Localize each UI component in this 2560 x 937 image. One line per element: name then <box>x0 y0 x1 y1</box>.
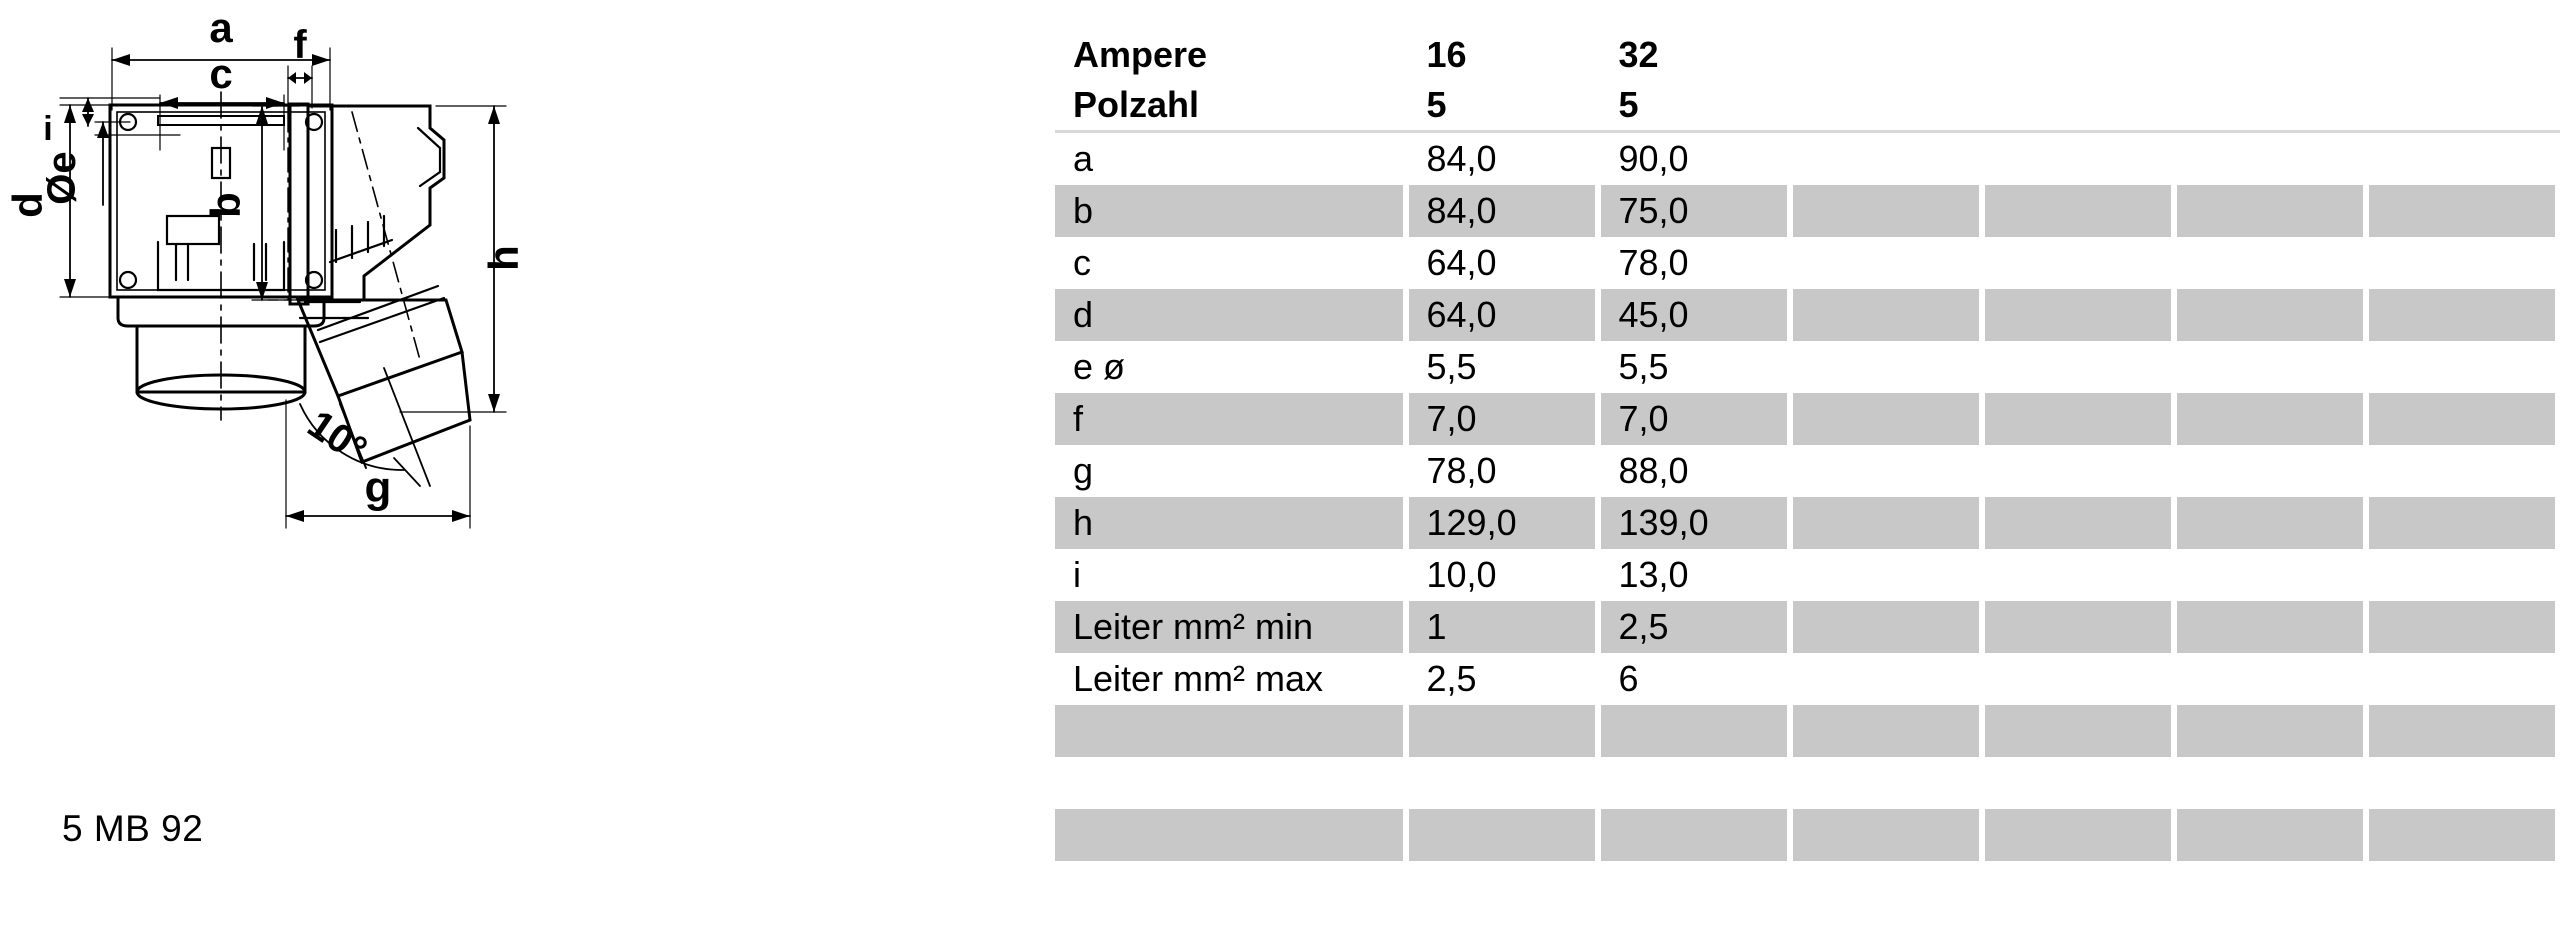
row-pad-cell <box>2175 809 2367 861</box>
row-pad-cell <box>1791 237 1983 289</box>
row-pad-cell <box>1983 132 2175 186</box>
row-pad-cell <box>2367 809 2559 861</box>
row-pad-cell <box>2175 445 2367 497</box>
row-pad-cell <box>2175 341 2367 393</box>
row-pad-cell <box>2175 185 2367 237</box>
row-pad-cell <box>1791 289 1983 341</box>
row-value-32: 88,0 <box>1599 445 1791 497</box>
row-pad-cell <box>1791 861 1983 913</box>
table-row <box>1055 497 2559 549</box>
row-label <box>1055 809 1407 861</box>
row-label: Leiter mm² min <box>1055 601 1407 653</box>
row-pad-cell <box>2175 601 2367 653</box>
row-value-16: 1 <box>1407 601 1599 653</box>
header-pad-cell <box>2367 80 2559 132</box>
row-pad-cell <box>2175 549 2367 601</box>
row-pad-cell <box>2175 132 2367 186</box>
table-row <box>1055 445 2559 497</box>
row-pad-cell <box>1983 393 2175 445</box>
dim-label-g: g <box>364 463 392 512</box>
row-pad-cell <box>2175 653 2367 705</box>
row-pad-cell <box>1791 341 1983 393</box>
row-value-16: 64,0 <box>1407 237 1599 289</box>
table-row <box>1055 185 2559 237</box>
dim-label-f: f <box>293 23 307 67</box>
row-pad-cell <box>1791 653 1983 705</box>
row-label: b <box>1055 185 1407 237</box>
dim-label-h: h <box>480 245 527 271</box>
table-row-empty <box>1055 705 2559 757</box>
row-value-16: 78,0 <box>1407 445 1599 497</box>
row-pad-cell <box>1983 809 2175 861</box>
row-pad-cell <box>2367 393 2559 445</box>
row-pad-cell <box>2367 757 2559 809</box>
row-value-16 <box>1407 861 1599 913</box>
table-row-empty <box>1055 861 2559 913</box>
row-pad-cell <box>2175 705 2367 757</box>
row-pad-cell <box>1983 497 2175 549</box>
row-pad-cell <box>1791 809 1983 861</box>
header-pad-cell <box>2175 30 2367 80</box>
specification-table <box>1055 30 2560 913</box>
row-label: h <box>1055 497 1407 549</box>
row-pad-cell <box>2367 861 2559 913</box>
row-pad-cell <box>1791 445 1983 497</box>
row-pad-cell <box>1791 185 1983 237</box>
row-pad-cell <box>2175 393 2367 445</box>
row-value-16: 84,0 <box>1407 185 1599 237</box>
dim-label-e: Øe <box>40 151 84 205</box>
header-value-polzahl-16: 5 <box>1407 80 1599 132</box>
row-pad-cell <box>1791 549 1983 601</box>
header-pad-cell <box>1983 80 2175 132</box>
row-pad-cell <box>2367 289 2559 341</box>
header-value-polzahl-32: 5 <box>1599 80 1791 132</box>
table-row <box>1055 341 2559 393</box>
dim-label-b: b <box>202 192 249 218</box>
row-pad-cell <box>2175 861 2367 913</box>
header-value-ampere-16: 16 <box>1407 30 1599 80</box>
table-header-row-polzahl <box>1055 80 2559 132</box>
row-label <box>1055 705 1407 757</box>
row-pad-cell <box>1791 393 1983 445</box>
row-pad-cell <box>2367 497 2559 549</box>
row-value-32 <box>1599 861 1791 913</box>
row-label: i <box>1055 549 1407 601</box>
row-value-32 <box>1599 757 1791 809</box>
row-pad-cell <box>1791 497 1983 549</box>
table-row <box>1055 237 2559 289</box>
table-row <box>1055 601 2559 653</box>
table-row <box>1055 132 2559 186</box>
row-pad-cell <box>1983 341 2175 393</box>
row-pad-cell <box>2367 132 2559 186</box>
header-value-ampere-32: 32 <box>1599 30 1791 80</box>
row-value-16: 7,0 <box>1407 393 1599 445</box>
row-pad-cell <box>2367 653 2559 705</box>
row-pad-cell <box>1983 549 2175 601</box>
row-label: c <box>1055 237 1407 289</box>
row-pad-cell <box>1791 757 1983 809</box>
row-value-16 <box>1407 705 1599 757</box>
row-pad-cell <box>1983 705 2175 757</box>
table-header-row-ampere <box>1055 30 2559 80</box>
header-label-polzahl: Polzahl <box>1055 80 1407 132</box>
row-pad-cell <box>2367 341 2559 393</box>
row-value-16 <box>1407 809 1599 861</box>
header-pad-cell <box>1791 80 1983 132</box>
header-pad-cell <box>2175 80 2367 132</box>
row-label: e ø <box>1055 341 1407 393</box>
row-value-16 <box>1407 757 1599 809</box>
part-code: 5 MB 92 <box>62 808 204 849</box>
table-row <box>1055 653 2559 705</box>
row-pad-cell <box>2175 497 2367 549</box>
row-pad-cell <box>2175 237 2367 289</box>
row-pad-cell <box>1983 185 2175 237</box>
row-value-32: 13,0 <box>1599 549 1791 601</box>
row-label: g <box>1055 445 1407 497</box>
row-pad-cell <box>1983 861 2175 913</box>
row-label <box>1055 757 1407 809</box>
table-row <box>1055 549 2559 601</box>
dim-label-angle: 10° <box>299 402 375 473</box>
row-pad-cell <box>1791 705 1983 757</box>
row-label: Leiter mm² max <box>1055 653 1407 705</box>
row-pad-cell <box>1983 653 2175 705</box>
row-label: d <box>1055 289 1407 341</box>
dim-label-a: a <box>209 4 233 51</box>
row-pad-cell <box>1791 132 1983 186</box>
row-pad-cell <box>1983 601 2175 653</box>
row-label: a <box>1055 132 1407 186</box>
dim-label-c: c <box>209 50 233 97</box>
row-pad-cell <box>2175 289 2367 341</box>
row-pad-cell <box>2367 549 2559 601</box>
row-pad-cell <box>2367 237 2559 289</box>
header-pad-cell <box>1983 30 2175 80</box>
specification-table-wrapper <box>1055 30 2555 930</box>
row-pad-cell <box>1791 601 1983 653</box>
row-value-32: 45,0 <box>1599 289 1791 341</box>
row-pad-cell <box>2367 705 2559 757</box>
row-value-32 <box>1599 705 1791 757</box>
table-row-empty <box>1055 757 2559 809</box>
row-value-32 <box>1599 809 1791 861</box>
row-value-32: 2,5 <box>1599 601 1791 653</box>
row-pad-cell <box>1983 757 2175 809</box>
row-pad-cell <box>2175 757 2367 809</box>
table-row <box>1055 393 2559 445</box>
row-value-16: 5,5 <box>1407 341 1599 393</box>
row-value-16: 10,0 <box>1407 549 1599 601</box>
row-pad-cell <box>1983 237 2175 289</box>
header-label-ampere: Ampere <box>1055 30 1407 80</box>
row-label <box>1055 861 1407 913</box>
row-pad-cell <box>2367 601 2559 653</box>
row-pad-cell <box>1983 445 2175 497</box>
row-value-32: 5,5 <box>1599 341 1791 393</box>
row-value-16: 64,0 <box>1407 289 1599 341</box>
row-value-32: 78,0 <box>1599 237 1791 289</box>
header-pad-cell <box>2367 30 2559 80</box>
row-value-32: 7,0 <box>1599 393 1791 445</box>
table-row-empty <box>1055 809 2559 861</box>
header-pad-cell <box>1791 30 1983 80</box>
product-drawing <box>0 0 1060 937</box>
row-pad-cell <box>2367 445 2559 497</box>
row-value-32: 90,0 <box>1599 132 1791 186</box>
row-label: f <box>1055 393 1407 445</box>
row-value-32: 139,0 <box>1599 497 1791 549</box>
row-value-32: 6 <box>1599 653 1791 705</box>
dim-label-d: d <box>4 192 51 218</box>
dim-label-i: i <box>43 110 53 148</box>
row-value-16: 2,5 <box>1407 653 1599 705</box>
table-row <box>1055 289 2559 341</box>
row-value-16: 129,0 <box>1407 497 1599 549</box>
row-pad-cell <box>2367 185 2559 237</box>
row-value-16: 84,0 <box>1407 132 1599 186</box>
row-pad-cell <box>1983 289 2175 341</box>
row-value-32: 75,0 <box>1599 185 1791 237</box>
